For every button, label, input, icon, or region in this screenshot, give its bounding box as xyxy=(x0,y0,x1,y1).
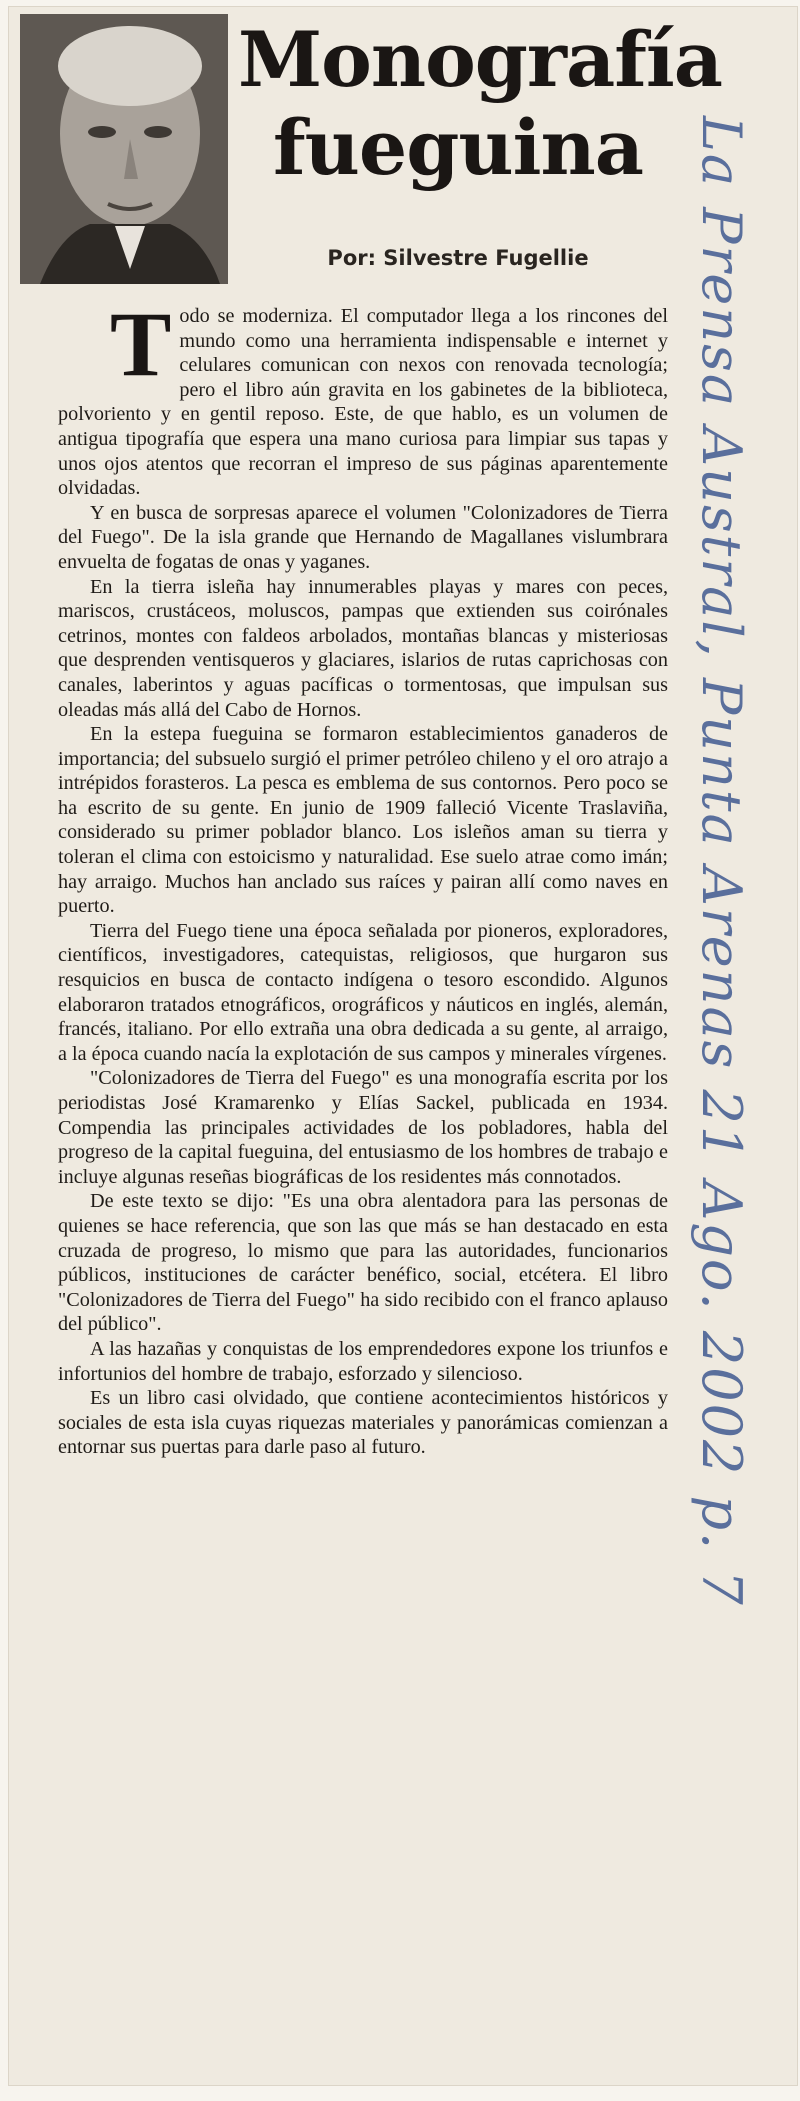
handwritten-text: La Prensa Austral, Punta Arenas 21 Ago. 2002 p. 7 xyxy=(690,116,753,1607)
paragraph-9: Es un libro casi olvidado, que contiene acontecimientos históricos y sociales de esta isla cuyas riquezas materiales y panorámicas comienzan a entornar sus puertas para darle paso al futuro. xyxy=(58,1387,668,1459)
paragraph-1-text: odo se moderniza. El computador llega a los rincones del mundo como una herramienta indispensable e internet y celulares comunican con nexos con renovada tecnología; pero el libro aún gravita en los gabinetes de la biblioteca, polvoriento y en gentil reposo. Este, de que hablo, es un volumen de antigua tipografía que espera una mano curiosa para limpiar sus tapas y unos ojos atentos que recorran el impreso de sus páginas aparentemente olvidadas. xyxy=(58,305,668,500)
handwritten-source-note xyxy=(690,116,798,1607)
byline: Por: Silvestre Fugellie xyxy=(327,246,589,270)
paragraph-2: Y en busca de sorpresas aparece el volumen "Colonizadores de Tierra del Fuego". De la isla grande que Hernando de Magallanes vislumbrara envuelta de fogatas de onas y yaganes. xyxy=(58,501,668,573)
article-title xyxy=(238,15,722,192)
title-line-1: Monografía xyxy=(238,15,722,104)
paragraph-4: En la estepa fueguina se formaron establecimientos ganaderos de importancia; del subsuelo surgió el primer petróleo chileno y el oro atrajo a intrépidos forasteros. La pesca es emblema de sus contornos. Pero poco se ha escrito de su gente. En junio de 1909 falleció Vicente Traslaviña, considerado su primer poblador blanco. Los isleños aman su tierra y toleran el clima con estoicismo y naturalidad. Ese suelo atrae como imán; hay arraigo. Muchos han anclado sus raíces y pairan allí como naves en puerto. xyxy=(58,723,668,918)
paragraph-5: Tierra del Fuego tiene una época señalada por pioneros, exploradores, científicos, investigadores, catequistas, religiosos, que hurgaron sus resquicios en busca de contacto indígena o tesoro escondido. Algunos elaboraron tratados etnográficos, orográficos y náuticos en inglés, alemán, francés, italiano. Por ello extraña una obra dedicada a su gente, al arraigo, a la época cuando nacía la explotación de sus campos y minerales vírgenes. xyxy=(58,919,668,1065)
paragraph-6: "Colonizadores de Tierra del Fuego" es una monografía escrita por los periodistas José Kramarenko y Elías Sackel, publicada en 1934. Compendia las principales actividades de los pobladores, habla del progreso de la capital fueguina, del entusiasmo de los hombres de trabajo e incluye algunas reseñas biográficas de los residentes más connotados. xyxy=(58,1067,668,1188)
paragraph-7: De este texto se dijo: "Es una obra alentadora para las personas de quienes se hace referencia, que son las que más se han destacado en esta cruzada de progreso, lo mismo que para las autoridades, funcionarios públicos, instituciones de carácter benéfico, social, etcétera. El libro "Colonizadores de Tierra del Fuego" ha sido recibido con el franco aplauso del público". xyxy=(58,1190,668,1336)
author-portrait-photo xyxy=(20,14,228,284)
newspaper-clipping xyxy=(8,6,798,2086)
article-body xyxy=(58,293,668,1460)
paragraph-3: En la tierra isleña hay innumerables playas y mares con peces, mariscos, crustáceos, moluscos, pampas que extienden sus coirónales cetrinos, montes con faldeos arbolados, montañas blancas y misteriosas que desprenden ventisqueros y glaciares, islarios de rutas caprichosas con canales, laberintos y aguas pacíficas o tormentosas, que impulsan sus oleadas más allá del Cabo de Hornos. xyxy=(58,575,668,721)
portrait-icon xyxy=(20,14,228,284)
paragraph-8: A las hazañas y conquistas de los emprendedores expone los triunfos e infortunios del hombre de trabajo, esforzado y silencioso. xyxy=(58,1337,668,1385)
title-line-2: fueguina xyxy=(272,103,644,192)
drop-cap: T xyxy=(110,293,172,395)
paragraph-1 xyxy=(58,293,668,501)
